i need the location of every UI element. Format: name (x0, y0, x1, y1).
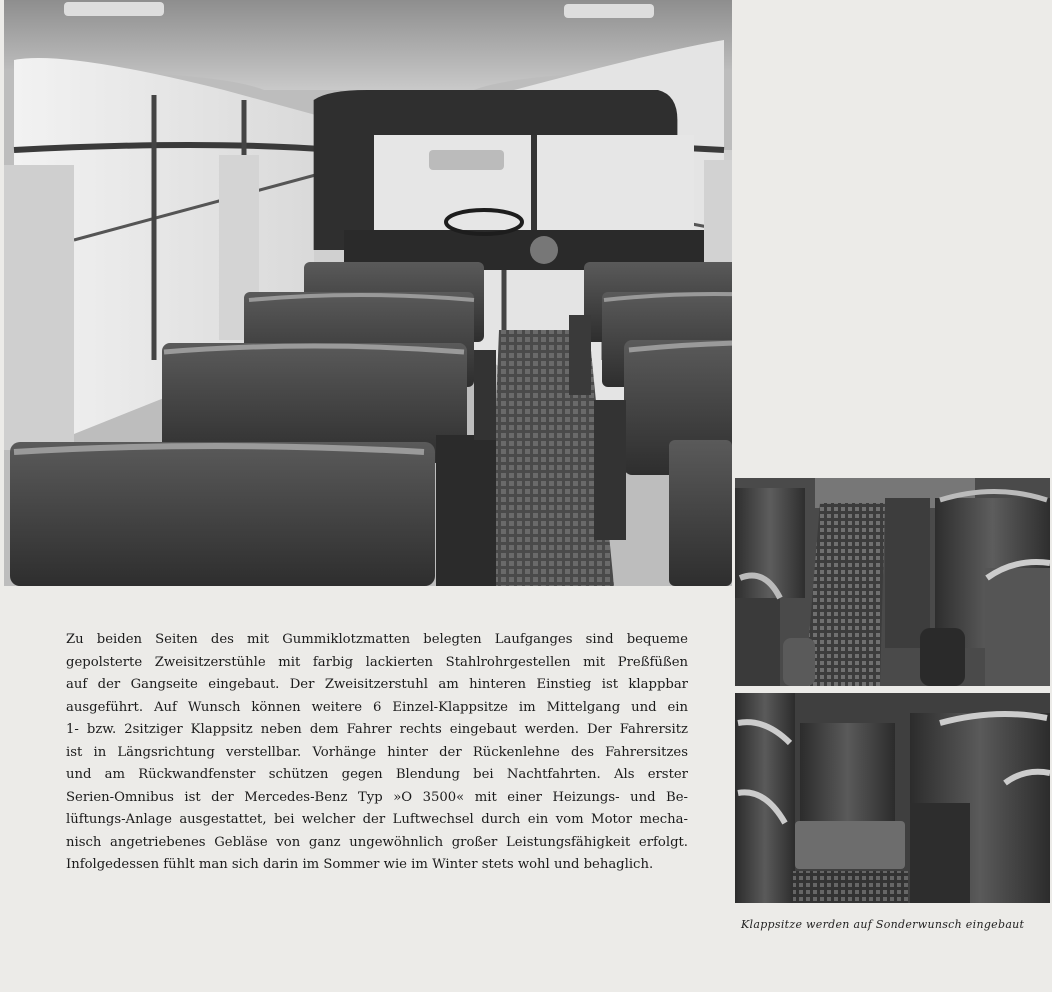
text-line: gepolsterte Zweisitzerstühle mit farbig lackierten Stahlrohrgestellen mit Preßfüßen (66, 654, 688, 670)
folding-seat-illustration (735, 693, 1050, 903)
text-line: ist in Längsrichtung verstellbar. Vorhänge hinter der Rückenlehne des Fahrersitzes (66, 744, 688, 760)
inset-photo-aisle (735, 478, 1050, 686)
text-line: Serien-Omnibus ist der Mercedes-Benz Typ »O 3500« mit einer Heizungs- und Be- (66, 789, 688, 805)
text-line: Zu beiden Seiten des mit Gummiklotzmatten belegten Laufganges sind bequeme (66, 632, 688, 647)
text-line: lüftungs-Anlage ausgestattet, bei welcher der Luftwechsel durch ein vom Motor mecha- (66, 812, 688, 827)
text-line: auf der Gangseite eingebaut. Der Zweisitzerstuhl am hinteren Einstieg ist klappbar (66, 677, 688, 692)
photo-caption: Klappsitze werden auf Sonderwunsch eingebaut (741, 918, 1025, 931)
main-photo-bus-interior (4, 0, 732, 586)
text-line: Infolgedessen fühlt man sich darin im Sommer wie im Winter stets wohl und behaglich. (66, 857, 654, 872)
text-line: 1- bzw. 2sitziger Klappsitz neben dem Fahrer rechts eingebaut werden. Der Fahrersitz (66, 722, 688, 737)
inset-photo-folding-seat (735, 693, 1050, 903)
text-line: nisch angetriebenes Gebläse von ganz ungewöhnlich großer Leistungsfähigkeit erfolgt. (66, 834, 688, 850)
text-line: und am Rückwandfenster schützen gegen Blendung bei Nachtfahrten. Als erster (66, 767, 688, 782)
bus-interior-illustration (4, 0, 732, 586)
text-line: ausgeführt. Auf Wunsch können weitere 6 Einzel-Klappsitze im Mittelgang und ein (66, 699, 688, 715)
description-paragraph (66, 629, 688, 877)
aisle-illustration (735, 478, 1050, 686)
